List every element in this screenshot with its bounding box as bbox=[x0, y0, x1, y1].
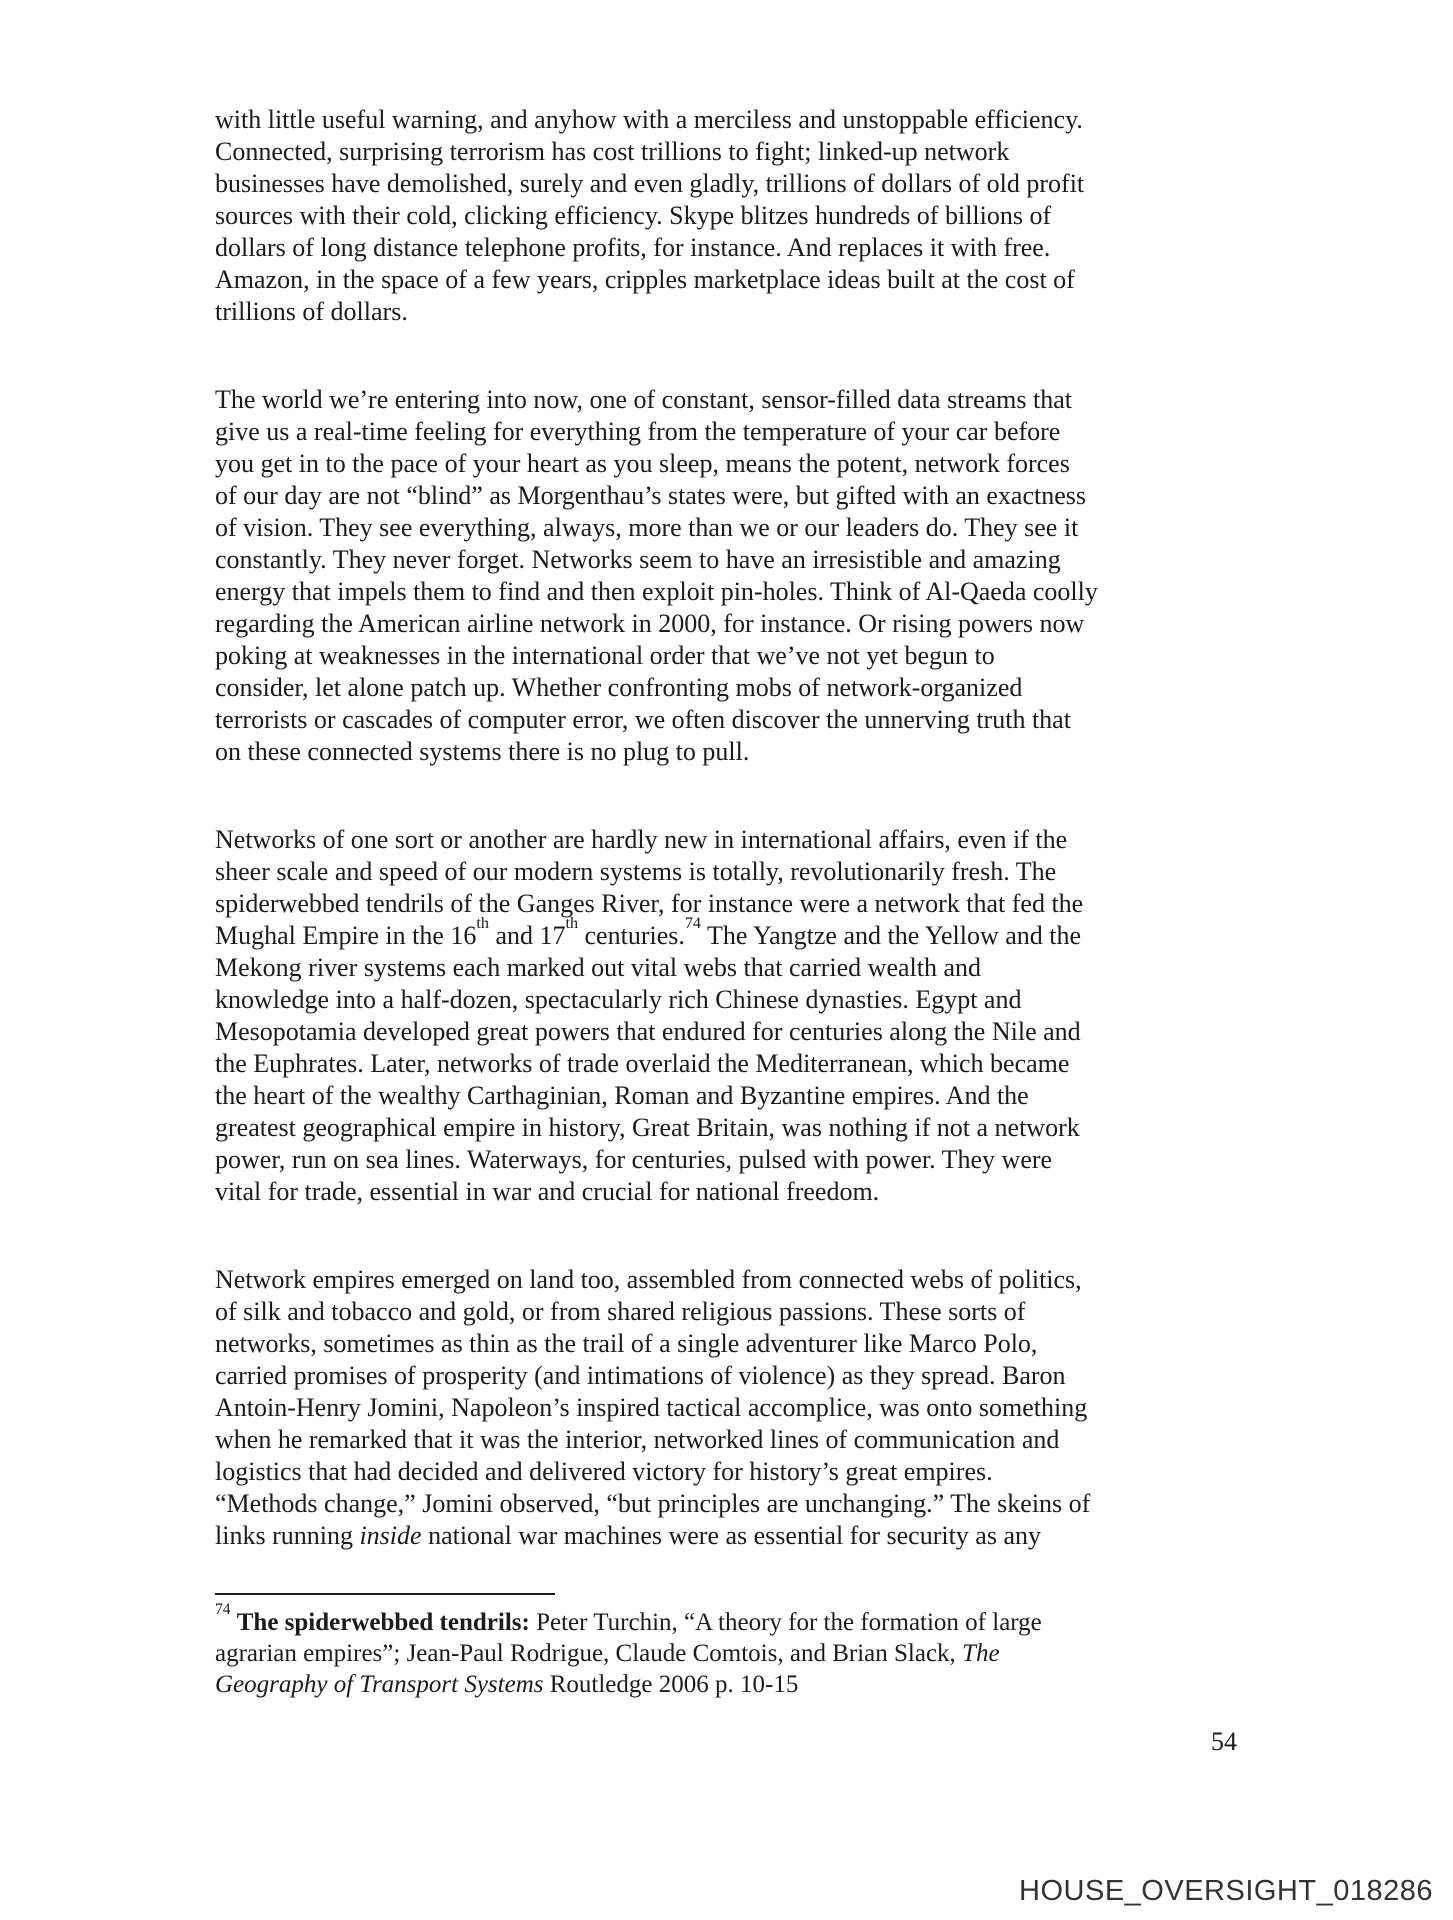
text-line bbox=[215, 1424, 1333, 1456]
text-segment: Geography of Transport Systems bbox=[215, 1671, 544, 1698]
text-segment: with little useful warning, and anyhow with a merciless and unstoppable efficiency. bbox=[215, 105, 1083, 134]
text-segment: national war machines were as essential for security as any bbox=[421, 1521, 1041, 1550]
text-segment: sheer scale and speed of our modern systems is totally, revolutionarily fresh. The bbox=[215, 857, 1057, 886]
text-segment: agrarian empires”; Jean-Paul Rodrigue, Claude Comtois, and Brian Slack, bbox=[215, 1640, 963, 1667]
text-segment: energy that impels them to find and then exploit pin-holes. Think of Al-Qaeda coolly bbox=[215, 577, 1098, 606]
text-line bbox=[215, 952, 1333, 984]
text-line bbox=[215, 1296, 1333, 1328]
text-line bbox=[215, 1392, 1333, 1424]
text-segment: terrorists or cascades of computer error, we often discover the unnerving truth that bbox=[215, 705, 1071, 734]
text-segment: the heart of the wealthy Carthaginian, Roman and Byzantine empires. And the bbox=[215, 1081, 1029, 1110]
text-segment: the Euphrates. Later, networks of trade overlaid the Mediterranean, which became bbox=[215, 1049, 1070, 1078]
text-line bbox=[215, 416, 1333, 448]
text-segment: inside bbox=[359, 1521, 422, 1550]
paragraph bbox=[215, 104, 1333, 328]
text-line bbox=[215, 1080, 1333, 1112]
text-segment: vital for trade, essential in war and crucial for national freedom. bbox=[215, 1177, 880, 1206]
text-line bbox=[215, 1144, 1333, 1176]
text-line bbox=[215, 296, 1333, 328]
text-line bbox=[215, 1016, 1333, 1048]
text-line bbox=[215, 608, 1333, 640]
superscript: 74 bbox=[684, 914, 701, 932]
text-segment: The bbox=[962, 1640, 1000, 1667]
text-line bbox=[215, 1488, 1333, 1520]
paragraph bbox=[215, 1264, 1333, 1552]
text-segment: The spiderwebbed tendrils: bbox=[236, 1609, 530, 1636]
text-segment: links running bbox=[215, 1521, 360, 1550]
text-segment: Network empires emerged on land too, assembled from connected webs of politics, bbox=[215, 1265, 1082, 1294]
text-segment: regarding the American airline network in 2000, for instance. Or rising powers now bbox=[215, 609, 1085, 638]
text-segment: “Methods change,” Jomini observed, “but principles are unchanging.” The skeins of bbox=[215, 1489, 1091, 1518]
superscript: th bbox=[476, 914, 489, 932]
text-line bbox=[215, 264, 1333, 296]
text-line bbox=[215, 984, 1333, 1016]
text-line bbox=[215, 136, 1333, 168]
text-segment: Amazon, in the space of a few years, cripples marketplace ideas built at the cost of bbox=[215, 265, 1075, 294]
text-line bbox=[215, 1669, 1042, 1700]
text-segment: carried promises of prosperity (and intimations of violence) as they spread. Baron bbox=[215, 1361, 1066, 1390]
text-segment: give us a real-time feeling for everything from the temperature of your car before bbox=[215, 417, 1061, 446]
text-line bbox=[215, 480, 1333, 512]
text-line bbox=[215, 704, 1333, 736]
text-line bbox=[215, 640, 1333, 672]
text-segment: Peter Turchin, “A theory for the formation of large bbox=[529, 1609, 1042, 1636]
text-segment: Connected, surprising terrorism has cost trillions to fight; linked-up network bbox=[215, 137, 1010, 166]
footnote-text bbox=[215, 1601, 1042, 1700]
text-line bbox=[215, 1601, 1042, 1638]
text-segment: networks, sometimes as thin as the trail of a single adventurer like Marco Polo, bbox=[215, 1329, 1038, 1358]
paragraph bbox=[215, 824, 1333, 1208]
text-line bbox=[215, 1360, 1333, 1392]
text-segment: Antoin-Henry Jomini, Napoleon’s inspired tactical accomplice, was onto something bbox=[215, 1393, 1088, 1422]
text-line bbox=[215, 1456, 1333, 1488]
paragraph bbox=[215, 384, 1333, 768]
superscript: 74 bbox=[215, 1601, 231, 1619]
text-segment: you get in to the pace of your heart as you sleep, means the potent, network forces bbox=[215, 449, 1070, 478]
text-segment: centuries. bbox=[578, 921, 685, 950]
text-line bbox=[215, 544, 1333, 576]
text-segment: power, run on sea lines. Waterways, for centuries, pulsed with power. They were bbox=[215, 1145, 1053, 1174]
text-line bbox=[215, 1176, 1333, 1208]
text-line bbox=[215, 512, 1333, 544]
superscript: th bbox=[565, 914, 579, 932]
text-segment: The Yangtze and the Yellow and the bbox=[700, 921, 1082, 950]
text-line bbox=[215, 1048, 1333, 1080]
bates-stamp: HOUSE_OVERSIGHT_018286 bbox=[1019, 1875, 1433, 1907]
text-line bbox=[215, 448, 1333, 480]
text-line bbox=[215, 104, 1333, 136]
text-line bbox=[215, 168, 1333, 200]
text-segment: constantly. They never forget. Networks seem to have an irresistible and amazing bbox=[215, 545, 1061, 574]
body-text bbox=[215, 104, 1333, 1552]
text-segment: trillions of dollars. bbox=[215, 297, 408, 326]
text-line bbox=[215, 736, 1333, 768]
text-line bbox=[215, 1264, 1333, 1296]
text-segment: consider, let alone patch up. Whether confronting mobs of network-organized bbox=[215, 673, 1023, 702]
text-segment: and 17 bbox=[488, 921, 566, 950]
text-line bbox=[215, 576, 1333, 608]
footnote-divider bbox=[215, 1593, 555, 1595]
text-line bbox=[215, 856, 1333, 888]
text-segment: The world we’re entering into now, one of constant, sensor-filled data streams that bbox=[215, 385, 1072, 414]
text-segment: Mesopotamia developed great powers that endured for centuries along the Nile and bbox=[215, 1017, 1081, 1046]
text-segment: dollars of long distance telephone profits, for instance. And replaces it with free. bbox=[215, 233, 1051, 262]
text-segment: of our day are not “blind” as Morgenthau’s states were, but gifted with an exactness bbox=[215, 481, 1086, 510]
text-segment: Mughal Empire in the 16 bbox=[215, 921, 477, 950]
text-segment: when he remarked that it was the interior, networked lines of communication and bbox=[215, 1425, 1060, 1454]
page-number: 54 bbox=[1211, 1727, 1237, 1756]
text-line bbox=[215, 1112, 1333, 1144]
text-segment: sources with their cold, clicking efficiency. Skype blitzes hundreds of billions of bbox=[215, 201, 1052, 230]
text-line bbox=[215, 232, 1333, 264]
text-line bbox=[215, 384, 1333, 416]
text-segment: spiderwebbed tendrils of the Ganges River, for instance were a network that fed the bbox=[215, 889, 1084, 918]
text-segment: businesses have demolished, surely and even gladly, trillions of dollars of old profit bbox=[215, 169, 1085, 198]
text-line bbox=[215, 824, 1333, 856]
text-segment: Mekong river systems each marked out vital webs that carried wealth and bbox=[215, 953, 982, 982]
text-segment: knowledge into a half-dozen, spectacularly rich Chinese dynasties. Egypt and bbox=[215, 985, 1022, 1014]
text-segment: of vision. They see everything, always, more than we or our leaders do. They see it bbox=[215, 513, 1079, 542]
text-line bbox=[215, 1520, 1333, 1552]
text-segment: Networks of one sort or another are hardly new in international affairs, even if the bbox=[215, 825, 1068, 854]
text-line bbox=[215, 888, 1333, 920]
text-segment: logistics that had decided and delivered victory for history’s great empires. bbox=[215, 1457, 993, 1486]
text-segment: on these connected systems there is no plug to pull. bbox=[215, 737, 750, 766]
text-segment: of silk and tobacco and gold, or from shared religious passions. These sorts of bbox=[215, 1297, 1026, 1326]
text-segment: Routledge 2006 p. 10-15 bbox=[543, 1671, 799, 1698]
text-line bbox=[215, 1328, 1333, 1360]
text-line bbox=[215, 914, 1333, 952]
text-line bbox=[215, 200, 1333, 232]
text-segment: greatest geographical empire in history, Great Britain, was nothing if not a network bbox=[215, 1113, 1080, 1142]
text-segment: poking at weaknesses in the international order that we’ve not yet begun to bbox=[215, 641, 995, 670]
text-line bbox=[215, 1638, 1042, 1669]
text-line bbox=[215, 672, 1333, 704]
